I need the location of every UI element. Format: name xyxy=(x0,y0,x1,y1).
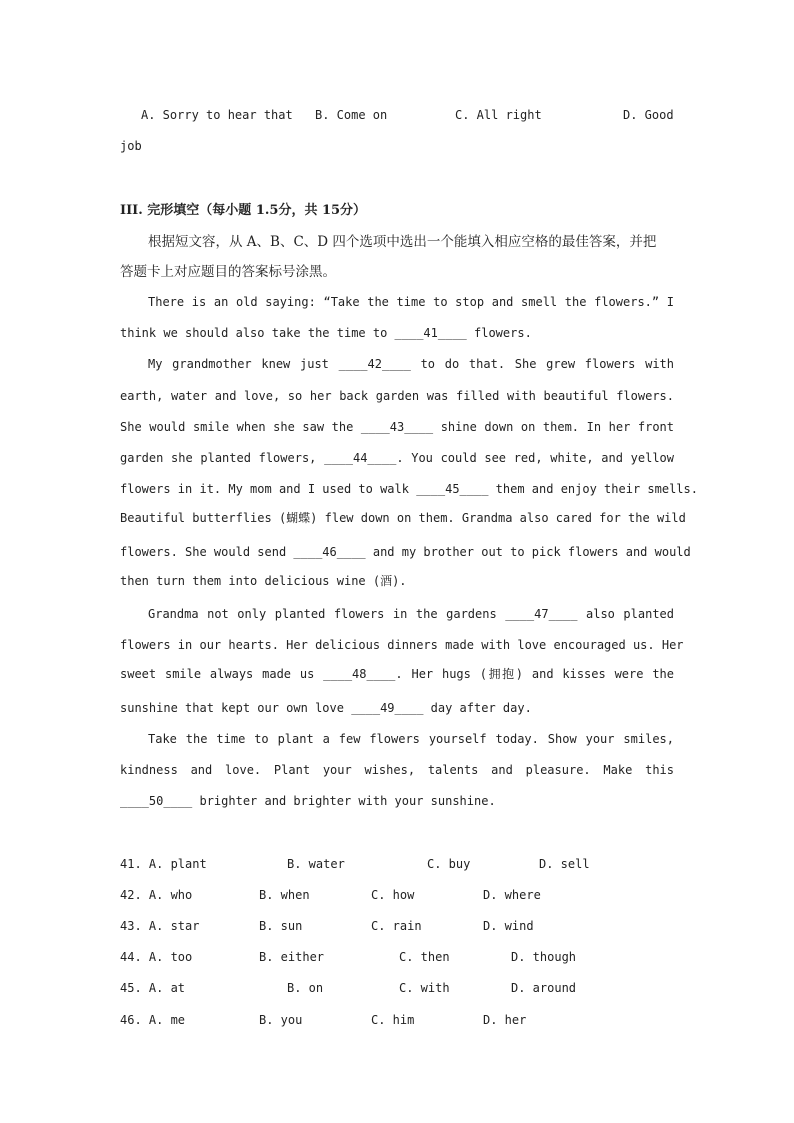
question-41-option-b: B. water xyxy=(287,857,345,871)
passage-line: My grandmother knew just ____42____ to do that. She grew flowers with xyxy=(148,357,674,371)
passage-line: garden she planted flowers, ____44____. You could see red, white, and yellow xyxy=(120,451,674,465)
prev-option-d: D. Good xyxy=(623,108,674,122)
passage-line: ____50____ brighter and brighter with your sunshine. xyxy=(120,794,496,808)
section-title: III. 完形填空（每小题 1.5分，共 15分） xyxy=(120,203,367,218)
passage-line: Beautiful butterflies (蝴蝶) flew down on them. Grandma also cared for the wild xyxy=(120,511,686,525)
passage-line: kindness and love. Plant your wishes, talents and pleasure. Make this xyxy=(120,763,674,777)
passage-line: Grandma not only planted flowers in the gardens ____47____ also planted xyxy=(148,607,674,621)
question-41-option-d: D. sell xyxy=(539,857,590,871)
passage-line: Take the time to plant a few flowers yourself today. Show your smiles, xyxy=(148,732,674,746)
passage-line: earth, water and love, so her back garden was filled with beautiful flowers. xyxy=(120,389,674,403)
passage-line: sunshine that kept our own love ____49____ day after day. xyxy=(120,701,532,715)
question-43-option-a: 43. A. star xyxy=(120,919,200,933)
question-44-option-a: 44. A. too xyxy=(120,950,193,964)
question-41-option-a: 41. A. plant xyxy=(120,857,207,871)
question-42-option-b: B. when xyxy=(259,888,310,902)
passage-line: She would smile when she saw the ____43____ shine down on them. In her front xyxy=(120,420,674,434)
question-45-option-a: 45. A. at xyxy=(120,981,186,995)
passage-line: then turn them into delicious wine (酒). xyxy=(120,574,407,588)
prev-option-a: A. Sorry to hear that xyxy=(141,108,293,122)
passage-line: flowers. She would send ____46____ and my brother out to pick flowers and would xyxy=(120,545,691,559)
question-46-option-d: D. her xyxy=(483,1013,527,1027)
question-43-option-c: C. rain xyxy=(371,919,422,933)
question-43-option-d: D. wind xyxy=(483,919,534,933)
question-42-option-c: C. how xyxy=(371,888,415,902)
passage-line: There is an old saying: “Take the time to stop and smell the flowers.” I xyxy=(148,295,674,309)
prev-option-b: B. Come on xyxy=(315,108,388,122)
question-46-option-b: B. you xyxy=(259,1013,303,1027)
question-45-option-d: D. around xyxy=(511,981,577,995)
question-46-option-a: 46. A. me xyxy=(120,1013,186,1027)
passage-line: think we should also take the time to ____41____ flowers. xyxy=(120,326,532,340)
question-46-option-c: C. him xyxy=(371,1013,415,1027)
section-instruction-line-1: 根据短文容，从 A、B、C、D 四个选项中选出一个能填入相应空格的最佳答案，并把 xyxy=(148,234,657,250)
question-44-option-c: C. then xyxy=(399,950,450,964)
passage-line: flowers in it. My mom and I used to walk ____45____ them and enjoy their smells. xyxy=(120,482,698,496)
prev-option-c: C. All right xyxy=(455,108,542,122)
prev-option-d-continued: job xyxy=(120,139,142,153)
question-45-option-b: B. on xyxy=(287,981,324,995)
question-44-option-d: D. though xyxy=(511,950,577,964)
question-43-option-b: B. sun xyxy=(259,919,303,933)
question-45-option-c: C. with xyxy=(399,981,450,995)
question-42-option-d: D. where xyxy=(483,888,541,902)
passage-line: sweet smile always made us ____48____. Her hugs (拥抱) and kisses were the xyxy=(120,667,674,681)
passage-line: flowers in our hearts. Her delicious dinners made with love encouraged us. Her xyxy=(120,638,684,652)
question-44-option-b: B. either xyxy=(259,950,325,964)
question-42-option-a: 42. A. who xyxy=(120,888,193,902)
section-instruction-line-2: 答题卡上对应题目的答案标号涂黑。 xyxy=(120,264,336,280)
question-41-option-c: C. buy xyxy=(427,857,471,871)
